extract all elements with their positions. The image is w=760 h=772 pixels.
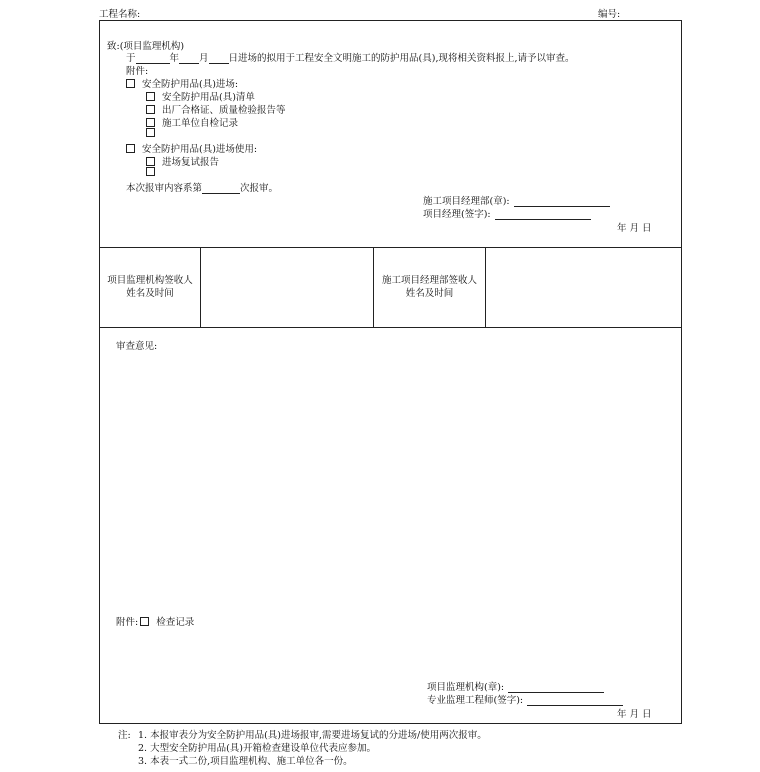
manager-signature-blank[interactable] (495, 209, 591, 220)
group2-row[interactable] (126, 141, 257, 155)
note-item: 2. 大型安全防护用品(具)开箱检查建设单位代表应参加。 (138, 743, 376, 754)
contractor-receiver-label (374, 274, 485, 300)
submission-count (126, 180, 278, 194)
inspection-checkbox[interactable] (140, 617, 149, 626)
agency-row (427, 679, 604, 693)
month-blank[interactable] (179, 53, 199, 64)
group1-item-label: 施工单位自检记录 (162, 118, 239, 129)
submission-prefix: 本次报审内容系第 (126, 183, 203, 194)
project-name-label: 工程名称: (99, 9, 141, 20)
line-prefix: 于 (126, 53, 136, 64)
group1-checkbox[interactable] (126, 79, 135, 88)
year-label: 年 (169, 53, 180, 64)
contractor-receiver-line1: 施工项目经理部签收人 (381, 275, 477, 286)
attachment-label: 附件: (126, 66, 149, 77)
group1-item-label: 安全防护用品(具)清单 (162, 92, 255, 103)
list-item[interactable] (146, 154, 219, 168)
group1-row[interactable] (126, 76, 238, 90)
checkbox[interactable] (146, 128, 155, 137)
divider-1 (99, 247, 682, 248)
dept-label: 施工项目经理部(章): (423, 196, 510, 207)
agency-label: 项目监理机构(章): (427, 682, 505, 693)
group1-item-label: 出厂合格证、质量检验报告等 (162, 105, 286, 116)
supervisor-receiver-label (100, 274, 200, 300)
manager-label: 项目经理(签字): (423, 209, 491, 220)
group1-title: 安全防护用品(具)进场: (142, 79, 239, 90)
engineer-signature-blank[interactable] (527, 695, 623, 706)
submission-suffix: 次报审。 (240, 183, 279, 194)
engineer-row (427, 692, 623, 706)
contractor-receiver-line2: 姓名及时间 (405, 288, 454, 299)
opinion-attachment-row[interactable] (116, 614, 194, 628)
date-line: 年 月 日 (617, 223, 652, 234)
submission-number-blank[interactable] (202, 183, 240, 194)
list-item[interactable] (146, 128, 162, 139)
list-item[interactable] (146, 89, 255, 103)
checkbox[interactable] (146, 92, 155, 101)
entry-statement (126, 50, 575, 64)
checkbox[interactable] (146, 157, 155, 166)
checkbox[interactable] (146, 167, 155, 176)
group2-checkbox[interactable] (126, 144, 135, 153)
opinion-date-line: 年 月 日 (617, 709, 652, 720)
line-suffix: 日进场的拟用于工程安全文明施工的防护用品(具),现将相关资料报上,请予以审查。 (228, 53, 575, 64)
group2-item-label: 进场复试报告 (162, 157, 220, 168)
opinion-attachment-label: 附件: (116, 617, 139, 628)
inspection-record-label: 检查记录 (156, 617, 195, 628)
number-label: 编号: (598, 9, 621, 20)
to-label: 致:(项目监理机构) (107, 41, 185, 52)
col-divider-3 (485, 247, 486, 327)
group2-title: 安全防护用品(具)进场使用: (142, 144, 258, 155)
list-item[interactable] (146, 115, 238, 129)
notes-prefix: 注: (118, 730, 131, 741)
supervisor-receiver-line2: 姓名及时间 (126, 288, 174, 299)
col-divider-1 (200, 247, 201, 327)
checkbox[interactable] (146, 118, 155, 127)
dept-row (423, 193, 610, 207)
list-item[interactable] (146, 102, 286, 116)
engineer-label: 专业监理工程师(签字): (427, 695, 524, 706)
checkbox[interactable] (146, 105, 155, 114)
supervisor-receiver-line1: 项目监理机构签收人 (107, 275, 193, 286)
opinion-label: 审查意见: (116, 341, 158, 352)
day-blank[interactable] (209, 53, 229, 64)
note-item: 1. 本报审表分为安全防护用品(具)进场报审,需要进场复试的分进场/使用两次报审。 (138, 730, 487, 741)
divider-2 (99, 327, 682, 328)
month-label: 月 (199, 53, 209, 64)
list-item[interactable] (146, 167, 162, 178)
manager-row (423, 206, 591, 220)
note-item: 3. 本表一式二份,项目监理机构、施工单位各一份。 (138, 756, 353, 767)
